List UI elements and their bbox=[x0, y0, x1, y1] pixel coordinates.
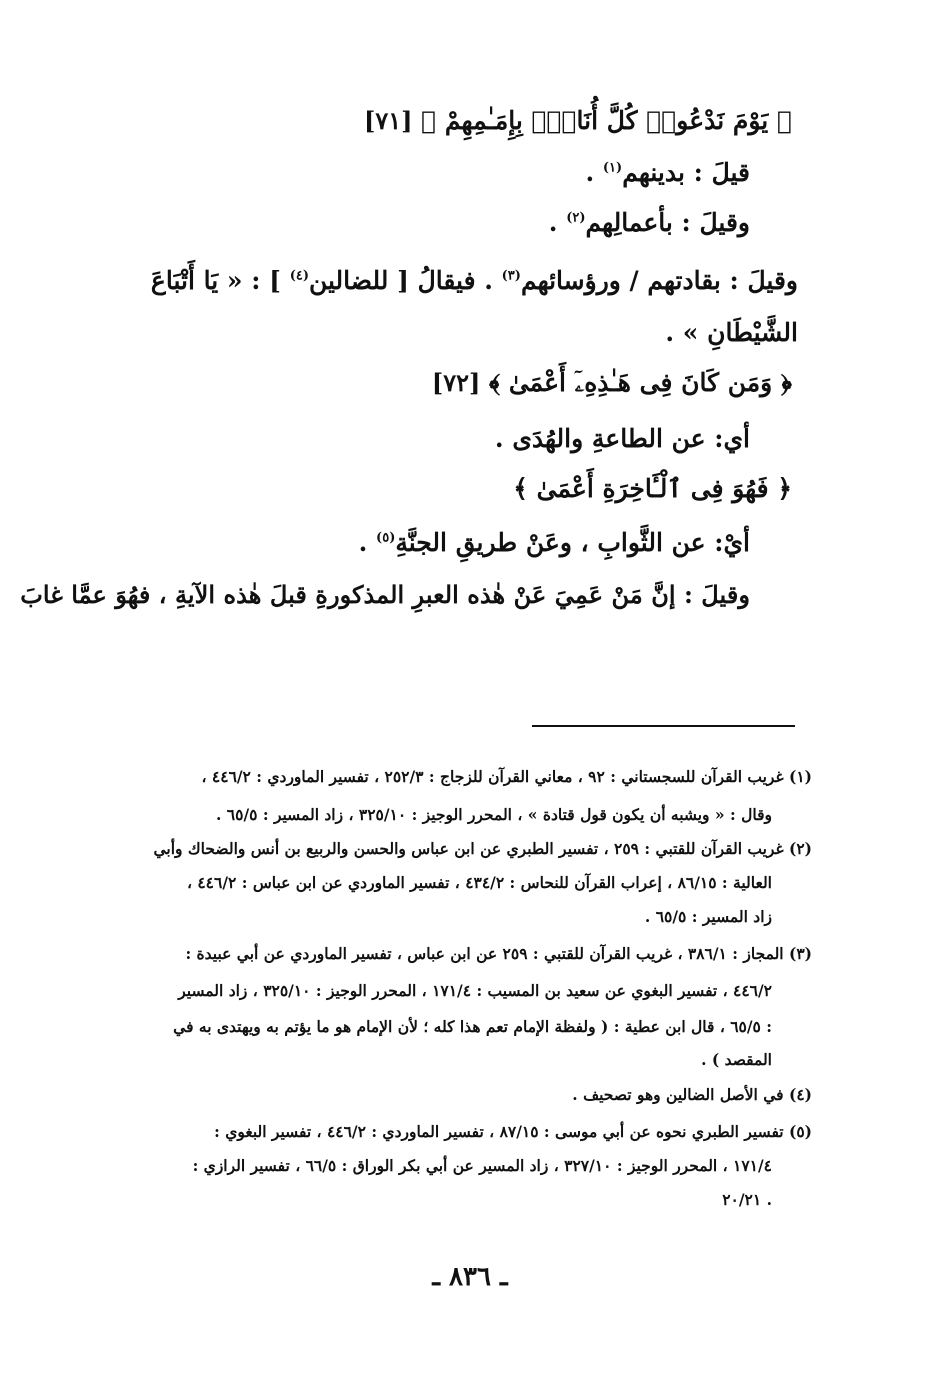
verse-close-bracket: ﴾ bbox=[421, 106, 437, 135]
line-text: وقيلَ : بأعمالِهم bbox=[585, 208, 750, 237]
footnote-5-line-1: (٥) تفسير الطبري نحوه عن أبي موسى : ٨٧/١٥ ، تفسير الماوردي : ٤٤٦/٢ ، تفسير البغوي : bbox=[214, 1122, 812, 1141]
line-text: الشَّيْطَانِ » . bbox=[665, 318, 798, 347]
footnote-2-line-3: زاد المسير : ٦٥/٥ . bbox=[644, 907, 772, 926]
verse-open-bracket: ﴿ bbox=[780, 368, 792, 397]
footnote-ref-1: (١) bbox=[602, 160, 623, 176]
footnote-3-line-1: (٣) المجاز : ٣٨٦/١ ، غريب القرآن للقتبي : ٢٥٩ عن ابن عباس ، تفسير الماوردي عن أبي عبيدة : bbox=[185, 944, 812, 963]
verse-number: [٧٢] bbox=[431, 368, 481, 397]
verse-72 bbox=[432, 368, 792, 398]
footnote-separator bbox=[532, 725, 795, 727]
verse-text: يَوْمَ نَدْعُوا۟ كُلَّ أُنَاسٍۭ بِإِمَـٰمِهِمْ bbox=[444, 106, 769, 135]
footnote-ref-5: (٥) bbox=[376, 530, 396, 546]
line-qila-3 bbox=[151, 266, 798, 295]
line-text: أي: عن الطاعةِ والهُدَى . bbox=[494, 424, 750, 453]
line-text: قيلَ : بدينهم bbox=[622, 158, 750, 187]
line-shaytan bbox=[665, 318, 798, 347]
footnote-3-line-3: : ٦٥/٥ ، قال ابن عطية : ( ولفظة الإمام تعم هذا كله ؛ لأن الإمام هو ما يؤتم به ويهتدى به في bbox=[173, 1017, 772, 1036]
footnote-1-line-2: وقال : « ويشبه أن يكون قول قتادة » ، المحرر الوجيز : ٣٢٥/١٠ ، زاد المسير : ٦٥/٥ . bbox=[216, 805, 772, 824]
line-end: . bbox=[548, 208, 567, 237]
verse-close-bracket: ﴾ bbox=[489, 368, 501, 397]
verse-71 bbox=[364, 106, 792, 135]
footnote-ref-2: (٢) bbox=[566, 210, 586, 226]
footnote-2-line-2: العالية : ٨٦/١٥ ، إعراب القرآن للنحاس : ٤٣٤/٢ ، تفسير الماوردي عن ابن عباس : ٤٤٦/٢ ، bbox=[186, 873, 772, 892]
footnote-2-line-1: (٢) غريب القرآن للقتبي : ٢٥٩ ، تفسير الطبري عن ابن عباس والحسن والربيع بن أنس والضحاك وأبي bbox=[153, 839, 812, 858]
verse-close-bracket: ﴾ bbox=[513, 474, 528, 503]
line-text: أيْ: عن الثَّوابِ ، وعَنْ طريقِ الجنَّةِ bbox=[395, 528, 750, 557]
line-qila-4 bbox=[20, 580, 750, 609]
footnote-4-line-1: (٤) في الأصل الضالين وهو تصحيف . bbox=[572, 1085, 812, 1104]
line-ay-1 bbox=[495, 424, 750, 453]
footnote-3-line-4: المقصد ) . bbox=[701, 1050, 772, 1069]
line-end: . bbox=[585, 158, 603, 187]
line-text-a: وقيلَ : بقادتهم / ورؤسائهم bbox=[520, 266, 798, 295]
verse-number: [٧١] bbox=[363, 106, 413, 135]
verse-text: وَمَن كَانَ فِى هَـٰذِهِۦٓ أَعْمَىٰ bbox=[508, 368, 773, 397]
line-qila-1 bbox=[585, 158, 750, 187]
line-text: وقيلَ : إنَّ مَنْ عَمِيَ عَنْ هٰذه العبرِ المذكورةِ قبلَ هٰذه الآيةِ ، فهُوَ عمَّا غابَ bbox=[20, 580, 750, 609]
verse-72-cont bbox=[513, 474, 792, 503]
verse-open-bracket: ﴿ bbox=[777, 474, 792, 503]
footnote-5-line-3: ٢٠/٢١ . bbox=[722, 1190, 772, 1209]
line-qila-2 bbox=[549, 208, 750, 237]
page-number: ـ ٨٣٦ ـ bbox=[432, 1262, 508, 1292]
footnote-1-line-1: (١) غريب القرآن للسجستاني : ٩٢ ، معاني القرآن للزجاج : ٢٥٢/٣ ، تفسير الماوردي : ٤٤٦/٢ ، bbox=[201, 767, 812, 786]
line-ay-2 bbox=[359, 528, 750, 557]
line-text-b: . فيقالُ [ للضالين bbox=[308, 266, 502, 295]
footnote-5-line-2: ١٧١/٤ ، المحرر الوجيز : ٣٢٧/١٠ ، زاد المسير عن أبي بكر الوراق : ٦٦/٥ ، تفسير الرازي : bbox=[192, 1156, 772, 1175]
verse-open-bracket: ﴿ bbox=[776, 106, 792, 135]
verse-text: فَهُوَ فِى ٱلْـَٔاخِرَةِ أَعْمَىٰ bbox=[536, 474, 769, 503]
line-text-c: ] : « يَا أَتْبَاعَ bbox=[150, 266, 290, 295]
footnote-3-line-2: ٤٤٦/٢ ، تفسير البغوي عن سعيد بن المسيب : ١٧١/٤ ، المحرر الوجيز : ٣٢٥/١٠ ، زاد المسير bbox=[178, 981, 772, 1000]
footnote-ref-4: (٤) bbox=[289, 268, 309, 284]
line-end: . bbox=[358, 528, 377, 557]
footnote-ref-3: (٣) bbox=[501, 268, 521, 284]
